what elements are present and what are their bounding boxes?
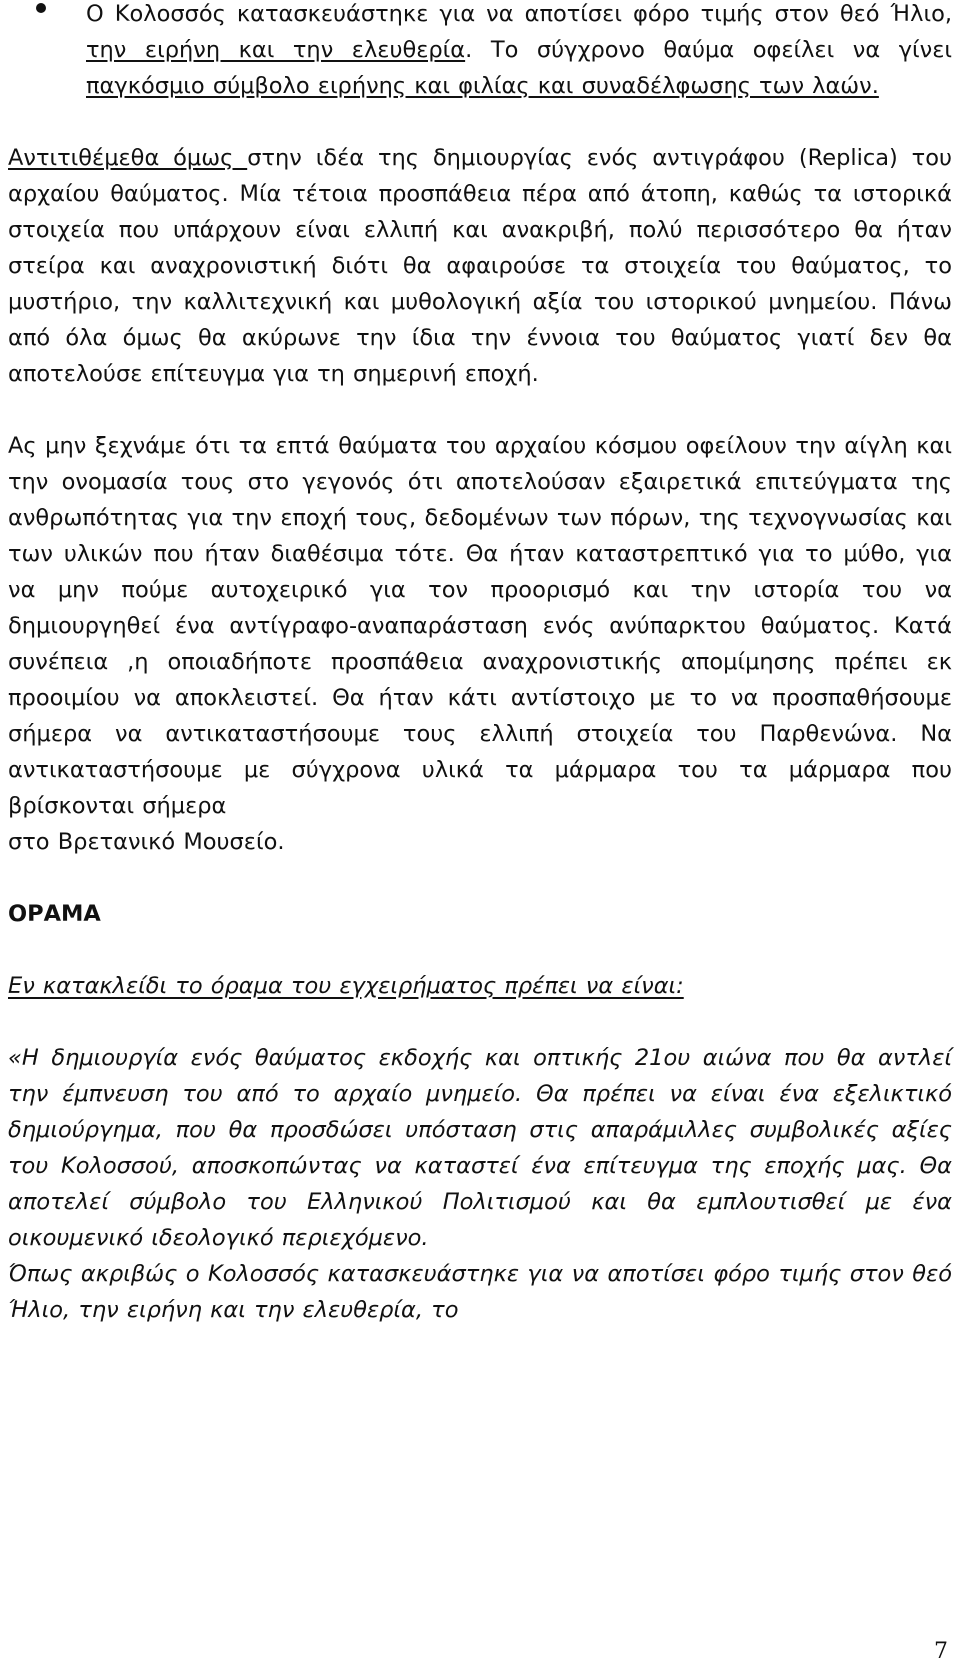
underlined-phrase-world-symbol: παγκόσμιο σύμβολο ειρήνης και φιλίας και συναδέλφωσης των λαών. <box>86 73 879 99</box>
page-number: 7 <box>934 1639 948 1664</box>
paragraph-replica <box>8 140 952 392</box>
vision-quote-continuation: Όπως ακριβώς ο Κολοσσός κατασκευάστηκε για να αποτίσει φόρο τιμής στον θεό Ήλιο, την ειρήνη και την ελευθερία, το <box>8 1261 952 1323</box>
underlined-phrase-oppose: Αντιτιθέμεθα όμως <box>8 145 248 171</box>
bullet-paragraph <box>86 0 952 104</box>
bullet-text-intro: Ο Κολοσσός κατασκευάστηκε για να αποτίσει φόρο τιμής στον θεό Ήλιο, <box>86 1 952 27</box>
paragraph-seven-wonders-text: Ας μην ξεχνάμε ότι τα επτά θαύματα του αρχαίου κόσμου οφείλουν την αίγλη και την ονομασία τους στο γεγονός ότι αποτελούσαν εξαιρετικά επιτεύγματα της ανθρωπότητας για την εποχή τους, δεδομένων των πόρων, της τεχνογνωσίας και των υλικών που ήταν διαθέσιμα τότε. Θα ήταν καταστρεπτικό για το μύθο, για να μην πούμε αυτοχειρικό για τον προορισμό και την ιστορία του να δημιουργηθεί ένα αντίγραφο-αναπαράσταση ενός ανύπαρκτου θαύματος. Κατά συνέπεια ,η οποιαδήποτε προσπάθεια αναχρονιστικής απομίμησης πρέπει εκ προοιμίου να αποκλειστεί. Θα ήταν κάτι αντίστοιχο με το να προσπαθήσουμε σήμερα να αντικαταστήσουμε τους ελλιπή στοιχεία του Παρθενώνα. Να αντικαταστήσουμε με σύγχρονα υλικά τα μάρμαρα του τα μάρμαρα που βρίσκονται σήμερα <box>8 433 952 819</box>
section-heading-vision: ΟΡΑΜΑ <box>8 901 101 927</box>
underlined-phrase-peace-freedom: την ειρήνη και την ελευθερία <box>86 37 466 63</box>
bullet-text-mid: . Το σύγχρονο θαύμα οφείλει να γίνει <box>465 37 952 63</box>
paragraph-seven-wonders <box>8 428 952 860</box>
bullet-icon <box>36 3 46 13</box>
vision-quote-paragraph: «Η δημιουργία ενός θαύματος εκδοχής και οπτικής 21ου αιώνα που θα αντλεί την έμπνευση του από το αρχαίο μνημείο. Θα πρέπει να είναι ένα εξελικτικό δημιούργημα, που θα προσδώσει υπόσταση στις απαράμιλλες συμβολικές αξίες του Κολοσσού, αποσκοπώντας να καταστεί ένα επίτευγμα της εποχής μας. Θα αποτελεί σύμβολο του Ελληνικού Πολιτισμού και θα εμπλουτισθεί με ένα οικουμενικό ιδεολογικό περιεχόμενο. <box>8 1045 952 1251</box>
paragraph-seven-wonders-last-line: στο Βρετανικό Μουσείο. <box>8 829 285 855</box>
paragraph-replica-text: στην ιδέα της δημιουργίας ενός αντιγράφου (Replica) του αρχαίου θαύματος. Μία τέτοια προσπάθεια πέρα από άτοπη, καθώς τα ιστορικά στοιχεία που υπάρχουν είναι ελλιπή και ανακριβή, πολύ περισσότερο θα ήταν στείρα και αναχρονιστική διότι θα αφαιρούσε τα στοιχεία του θαύματος, το μυστήριο, την καλλιτεχνική και μυθολογική αξία του ιστορικού μνημείου. Πάνω από όλα όμως θα ακύρωνε την ίδια την έννοια του θαύματος γιατί δεν θα αποτελούσε επίτευγμα για τη σημερινή εποχή. <box>8 145 953 387</box>
vision-lead-sentence <box>8 968 952 1004</box>
bullet-item <box>8 0 952 104</box>
vision-lead-text: Εν κατακλείδι το όραμα του εγχειρήματος πρέπει να είναι: <box>8 973 684 999</box>
